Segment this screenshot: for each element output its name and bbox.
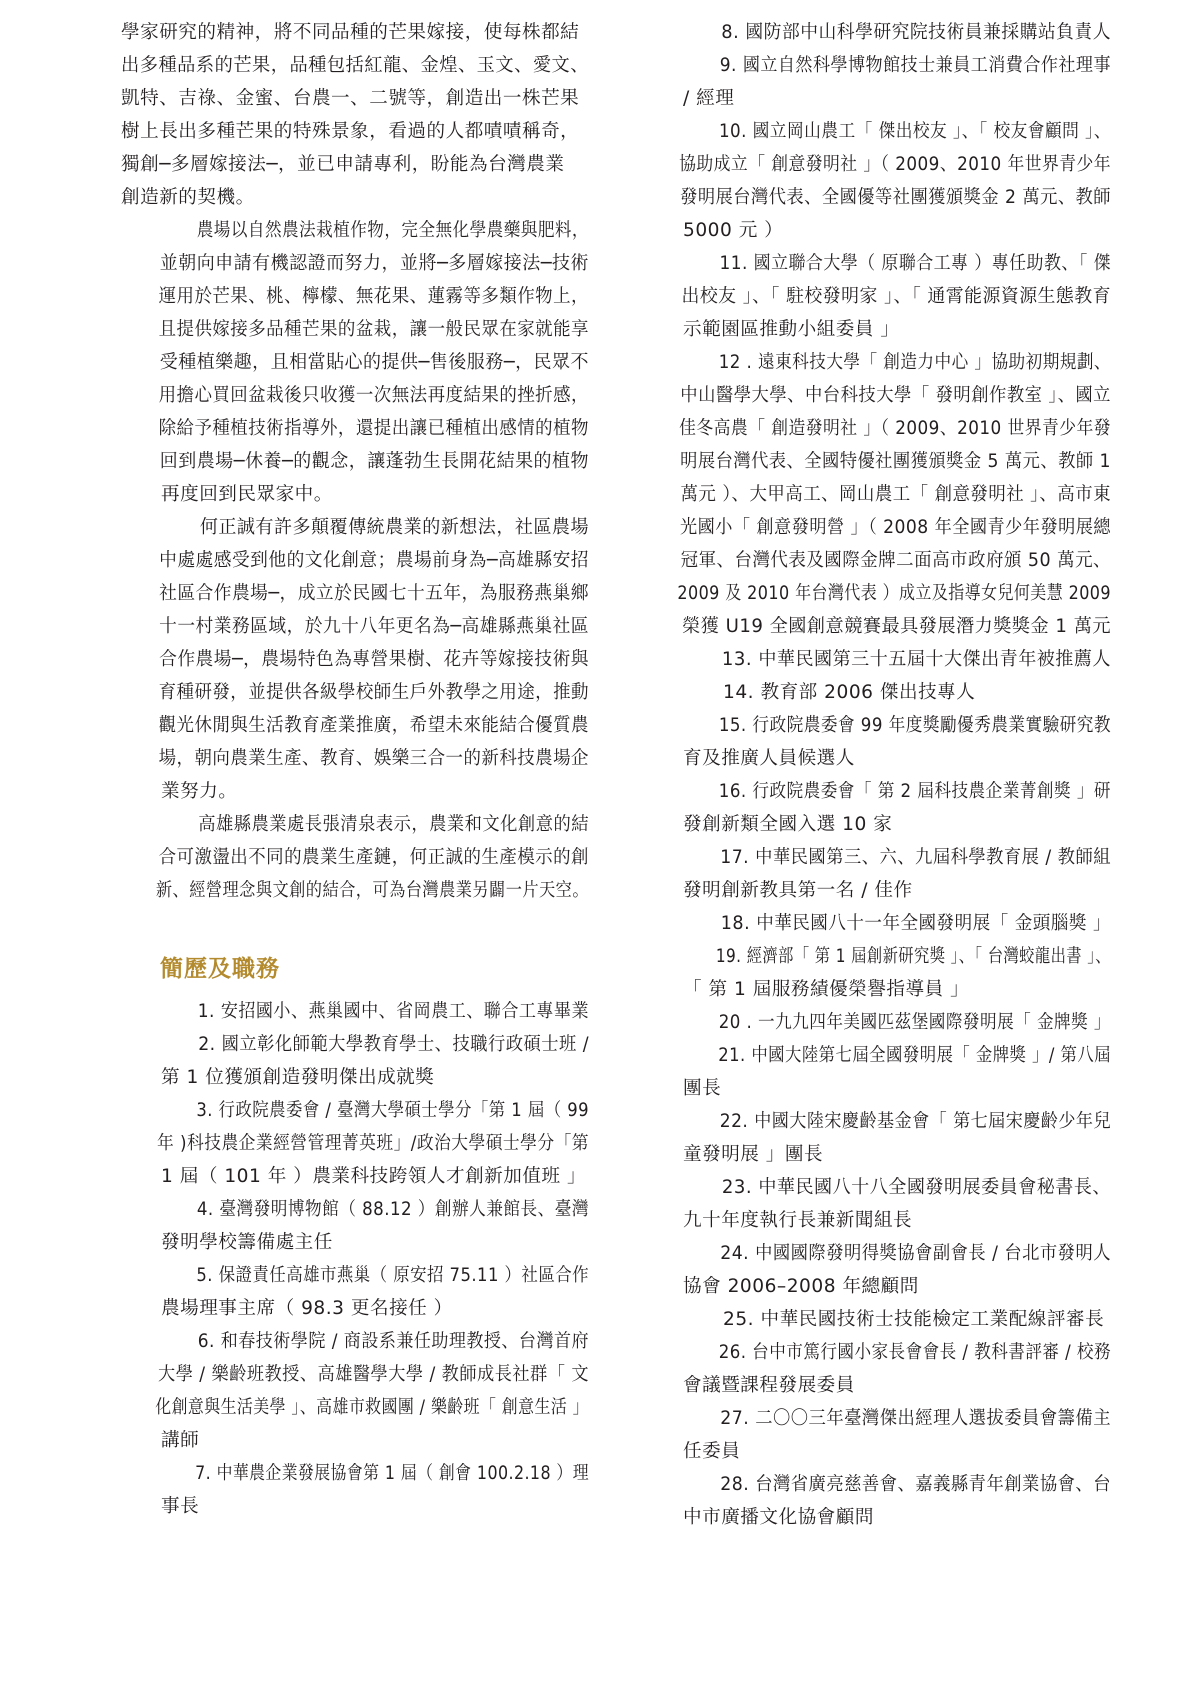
text-line: 合作農場─，農場特色為專營果樹、花卉等嫁接技術與 [159,649,589,670]
text-line: 21. 中國大陸第七屆全國發明展「 金牌獎 」/ 第八屆 [718,1045,1111,1066]
text-line: 講師 [161,1430,200,1451]
body-paragraph [121,16,589,214]
list-item [121,1457,589,1523]
text-line: 學家研究的精神，將不同品種的芒果嫁接，使每株都結 [121,22,580,43]
text-line: 28. 台灣省廣亮慈善會、嘉義縣青年創業協會、台 [720,1474,1111,1495]
list-item [643,1336,1111,1402]
list-item [643,643,1111,676]
text-line: 高雄縣農業處長張清泉表示，農業和文化創意的結 [198,814,590,835]
list-item [643,940,1111,1006]
list-item [643,676,1111,709]
text-line: 出校友 」、「 駐校發明家 」、「 通霄能源資源生態教育 [681,286,1111,307]
list-item [643,1171,1111,1237]
left-column [121,0,589,1523]
list-item [643,1006,1111,1039]
text-line: 26. 台中市篤行國小家長會會長 / 教科書評審 / 校務 [718,1342,1111,1363]
list-item [643,16,1111,49]
body-paragraph [121,808,589,907]
text-line: 「 第 1 屆服務績優榮譽指導員 」 [683,979,970,1000]
text-line: 榮獲 U19 全國創意競賽最具發展潛力獎獎金 1 萬元 [682,616,1111,637]
text-line: 出多種品系的芒果，品種包括紅龍、金煌、玉文、愛文、 [121,55,589,76]
text-line: 示範園區推動小組委員 」 [683,319,900,340]
text-line: 中山醫學大學、中台科技大學「 發明創作教室 」、國立 [680,385,1111,406]
list-item [643,1237,1111,1303]
section-title: 簡歷及職務 [160,956,280,982]
list-item [121,1259,589,1325]
text-line: 4. 臺灣發明博物館（ 88.12 ）創辦人兼館長、臺灣 [196,1199,589,1220]
list-item [643,1468,1111,1534]
text-line: 11. 國立聯合大學（ 原聯合工專 ）專任助教、「 傑 [719,253,1111,274]
text-line: 發明創新教具第一名 / 佳作 [683,880,913,901]
text-line: 育及推廣人員候選人 [683,748,855,769]
list-item [121,995,589,1028]
text-line: 15. 行政院農委會 99 年度獎勵優秀農業實驗研究教 [718,715,1111,736]
text-line: 運用於芒果、桃、檸檬、無花果、蓮霧等多類作物上， [158,286,589,307]
text-line: 大學 / 樂齡班教授、高雄醫學大學 / 教師成長社群「 文 [158,1364,590,1385]
text-line: 17. 中華民國第三、六、九屆科學教育展 / 教師組 [720,847,1111,868]
text-line: 25. 中華民國技術士技能檢定工業配線評審長 [723,1309,1105,1330]
text-line: 5. 保證責任高雄市燕巢（ 原安招 75.11 ）社區合作 [196,1265,589,1286]
text-line: 樹上長出多種芒果的特殊景象，看過的人都嘖嘖稱奇， [121,121,580,142]
text-line: 任委員 [683,1441,741,1462]
body-paragraph [121,511,589,808]
text-line: 童發明展 」團長 [683,1144,824,1165]
text-line: 再度回到民眾家中。 [161,484,333,505]
body-paragraph [121,214,589,511]
text-line: 合可激盪出不同的農業生產鏈，何正誠的生產模示的創 [158,847,589,868]
text-line: 事長 [161,1496,200,1517]
text-line: 22. 中國大陸宋慶齡基金會「 第七屆宋慶齡少年兒 [719,1111,1111,1132]
text-line: 協會 2006–2008 年總顧問 [683,1276,919,1297]
text-line: 1. 安招國小、燕巢國中、省岡農工、聯合工專畢業 [197,1001,590,1022]
list-item [643,49,1111,115]
text-line: 並朝向申請有機認證而努力，並將─多層嫁接法─技術 [159,253,589,274]
text-line: 育種研發，並提供各級學校師生戶外教學之用途，推動 [158,682,589,703]
text-line: 7. 中華農企業發展協會第 1 屆（ 創會 100.2.18 ）理 [195,1463,589,1484]
text-line: 冠軍、台灣代表及國際金牌二面高市政府頒 50 萬元、 [680,550,1111,571]
text-line: 6. 和春技術學院 / 商設系兼任助理教授、台灣首府 [197,1331,589,1352]
text-line: 19. 經濟部「 第 1 屆創新研究獎 」、「 台灣蛟龍出書 」、 [715,946,1111,967]
text-line: 年 )科技農企業經營管理菁英班」/政治大學碩士學分「第 [157,1133,589,1154]
text-line: 獨創─多層嫁接法─，並已申請專利，盼能為台灣農業 [121,154,565,175]
text-line: 18. 中華民國八十一年全國發明展「 金頭腦獎 」 [720,913,1111,934]
list-item [643,1105,1111,1171]
text-line: 何正誠有許多顛覆傳統農業的新想法，社區農場 [199,517,589,538]
list-item [643,709,1111,775]
text-line: 觀光休閒與生活教育產業推廣，希望未來能結合優質農 [158,715,589,736]
list-item [643,1402,1111,1468]
text-line: 1 屆（ 101 年 ）農業科技跨領人才創新加值班 」 [161,1166,587,1187]
text-line: 明展台灣代表、全國特優社團獲頒獎金 5 萬元、教師 1 [680,451,1111,472]
text-line: 萬元 ）、大甲高工、岡山農工「 創意發明社 」、高市東 [680,484,1111,505]
text-line: 回到農場─休養─的觀念，讓蓬勃生長開花結果的植物 [159,451,589,472]
text-line: 十一村業務區域，於九十八年更名為─高雄縣燕巢社區 [159,616,589,637]
text-line: 場，朝向農業生產、教育、娛樂三合一的新科技農場企 [158,748,589,769]
text-line: 13. 中華民國第三十五屆十大傑出青年被推薦人 [721,649,1111,670]
list-item [121,1325,589,1457]
text-line: 24. 中國國際發明得獎協會副會長 / 台北市發明人 [720,1243,1111,1264]
text-line: 23. 中華民國八十八全國發明展委員會秘書長、 [721,1177,1111,1198]
text-line: 8. 國防部中山科學研究院技術員兼採購站負責人 [721,22,1111,43]
list-item [643,346,1111,643]
list-item [643,841,1111,907]
list-item [643,907,1111,940]
text-line: 發明學校籌備處主任 [161,1232,333,1253]
text-line: 14. 教育部 2006 傑出技專人 [723,682,976,703]
text-line: 會議暨課程發展委員 [683,1375,855,1396]
list-item [643,247,1111,346]
text-line: 2009 及 2010 年台灣代表 ）成立及指導女兒何美慧 2009 [677,583,1111,604]
text-line: 社區合作農場─，成立於民國七十五年，為服務燕巢鄉 [159,583,589,604]
text-line: 九十年度執行長兼新聞組長 [683,1210,913,1231]
list-item [643,115,1111,247]
text-line: 佳冬高農「 創造發明社 」（ 2009、2010 世界青少年發 [679,418,1111,439]
list-item [121,1028,589,1094]
text-line: 受種植樂趣，且相當貼心的提供─售後服務─，民眾不 [159,352,589,373]
right-column [643,0,1111,1534]
text-line: 發創新類全國入選 10 家 [683,814,893,835]
list-item [643,1303,1111,1336]
text-line: 創造新的契機。 [121,187,255,208]
text-line: 農場理事主席（ 98.3 更名接任 ） [161,1298,453,1319]
text-line: 業努力。 [161,781,238,802]
text-line: 9. 國立自然科學博物館技士兼員工消費合作社理事 [719,55,1111,76]
text-line: 12 . 遠東科技大學「 創造力中心 」協助初期規劃、 [718,352,1111,373]
text-line: 27. 二〇〇三年臺灣傑出經理人選拔委員會籌備主 [720,1408,1111,1429]
text-line: 3. 行政院農委會 / 臺灣大學碩士學分「第 1 屆（ 99 [196,1100,589,1121]
text-line: 用擔心買回盆栽後只收獲一次無法再度結果的挫折感， [158,385,589,406]
text-line: 第 1 位獲頒創造發明傑出成就獎 [161,1067,435,1088]
text-line: 光國小「 創意發明營 」（ 2008 年全國青少年發明展總 [679,517,1111,538]
text-line: 發明展台灣代表、全國優等社團獲頒獎金 2 萬元、教師 [680,187,1111,208]
text-line: 化創意與生活美學 」、高雄市救國團 / 樂齡班「 創意生活 」 [155,1397,589,1418]
text-line: 農場以自然農法栽植作物，完全無化學農藥與肥料， [196,220,589,241]
text-line: 且提供嫁接多品種芒果的盆栽，讓一般民眾在家就能享 [158,319,589,340]
text-line: 5000 元 ） [683,220,784,241]
text-line: 2. 國立彰化師範大學教育學士、技職行政碩士班 / [198,1034,589,1055]
text-line: / 經理 [683,88,735,109]
text-line: 團長 [683,1078,722,1099]
text-line: 中處處感受到他的文化創意；農場前身為─高雄縣安招 [159,550,589,571]
text-line: 中市廣播文化協會顧問 [683,1507,874,1528]
list-item [643,1039,1111,1105]
list-item [643,775,1111,841]
list-item [121,1094,589,1193]
list-item [121,1193,589,1259]
text-line: 除給予種植技術指導外，還提出讓已種植出感情的植物 [158,418,589,439]
text-line: 10. 國立岡山農工「 傑出校友 」、「 校友會顧問 」、 [718,121,1111,142]
text-line: 20 . 一九九四年美國匹茲堡國際發明展「 金牌獎 」 [718,1012,1111,1033]
text-line: 凱特、吉祿、金蜜、台農一、二號等，創造出一株芒果 [121,88,580,109]
text-line: 新、經營理念與文創的結合，可為台灣農業另闢一片天空。 [155,880,589,901]
text-line: 協助成立「 創意發明社 」（ 2009、2010 年世界青少年 [679,154,1111,175]
text-line: 16. 行政院農委會「 第 2 屆科技農企業菁創獎 」研 [718,781,1111,802]
